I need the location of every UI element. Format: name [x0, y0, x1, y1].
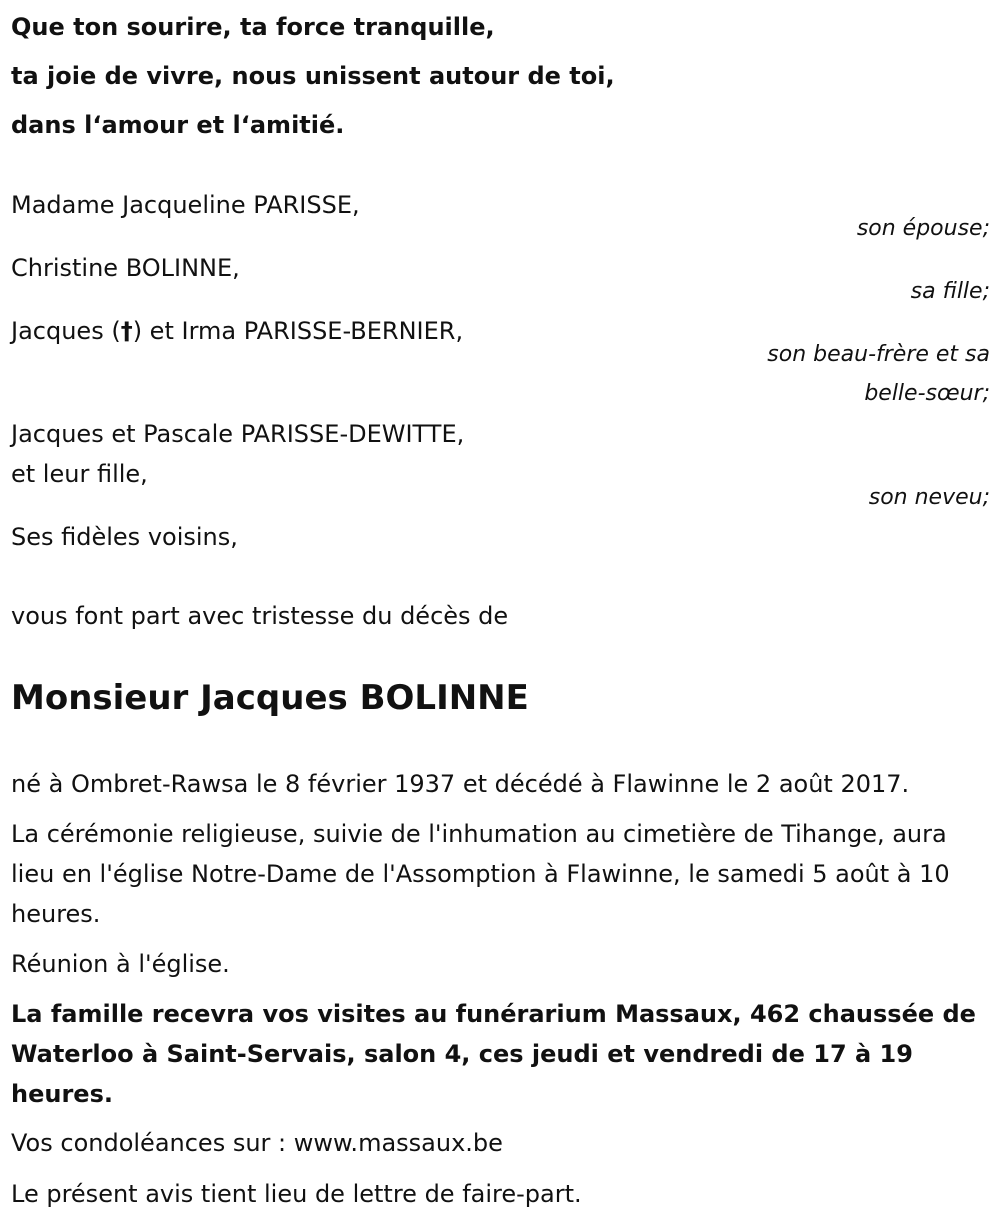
- poem-line-3: dans l‘amour et l‘amitié.: [11, 111, 345, 139]
- relation-3-line-1: son beau-frère et sa: [767, 342, 990, 367]
- relation-3-line-2: belle-sœur;: [864, 381, 990, 406]
- family-member-4-line-1: Jacques et Pascale PARISSE-DEWITTE,: [11, 420, 465, 448]
- relation-1: son épouse;: [856, 216, 990, 241]
- deceased-name: Monsieur Jacques BOLINNE: [11, 678, 529, 718]
- family-member-1: Madame Jacqueline PARISSE,: [11, 191, 360, 219]
- family-member-3: [11, 316, 463, 346]
- announcement: vous font part avec tristesse du décès de: [11, 602, 509, 630]
- poem-line-1: Que ton sourire, ta force tranquille,: [11, 13, 495, 41]
- cross-icon: †: [120, 317, 133, 345]
- relation-2: sa fille;: [910, 279, 990, 304]
- notice: Le présent avis tient lieu de lettre de faire-part.: [11, 1180, 582, 1208]
- poem-line-2: ta joie de vivre, nous unissent autour de toi,: [11, 62, 615, 90]
- ceremony: La cérémonie religieuse, suivie de l'inhumation au cimetière de Tihange, aura lieu en l'église Notre-Dame de l'Assomption à Flawinne, le samedi 5 août à 10 heures.: [11, 820, 950, 928]
- family-member-3-rest: ) et Irma PARISSE-BERNIER,: [132, 317, 464, 345]
- family-member-4-line-2: et leur fille,: [11, 460, 148, 488]
- relation-4: son neveu;: [868, 485, 990, 510]
- family-member-3-first: Jacques (: [11, 317, 121, 345]
- family-member-2: Christine BOLINNE,: [11, 254, 240, 282]
- visits: La famille recevra vos visites au funérarium Massaux, 462 chaussée de Waterloo à Saint-Servais, salon 4, ces jeudi et vendredi de 17 à 19 heures.: [11, 1000, 976, 1108]
- family-member-5: Ses fidèles voisins,: [11, 523, 238, 551]
- condolences: Vos condoléances sur : www.massaux.be: [11, 1129, 503, 1157]
- birth-death: né à Ombret-Rawsa le 8 février 1937 et décédé à Flawinne le 2 août 2017.: [11, 770, 910, 798]
- meeting: Réunion à l'église.: [11, 950, 230, 978]
